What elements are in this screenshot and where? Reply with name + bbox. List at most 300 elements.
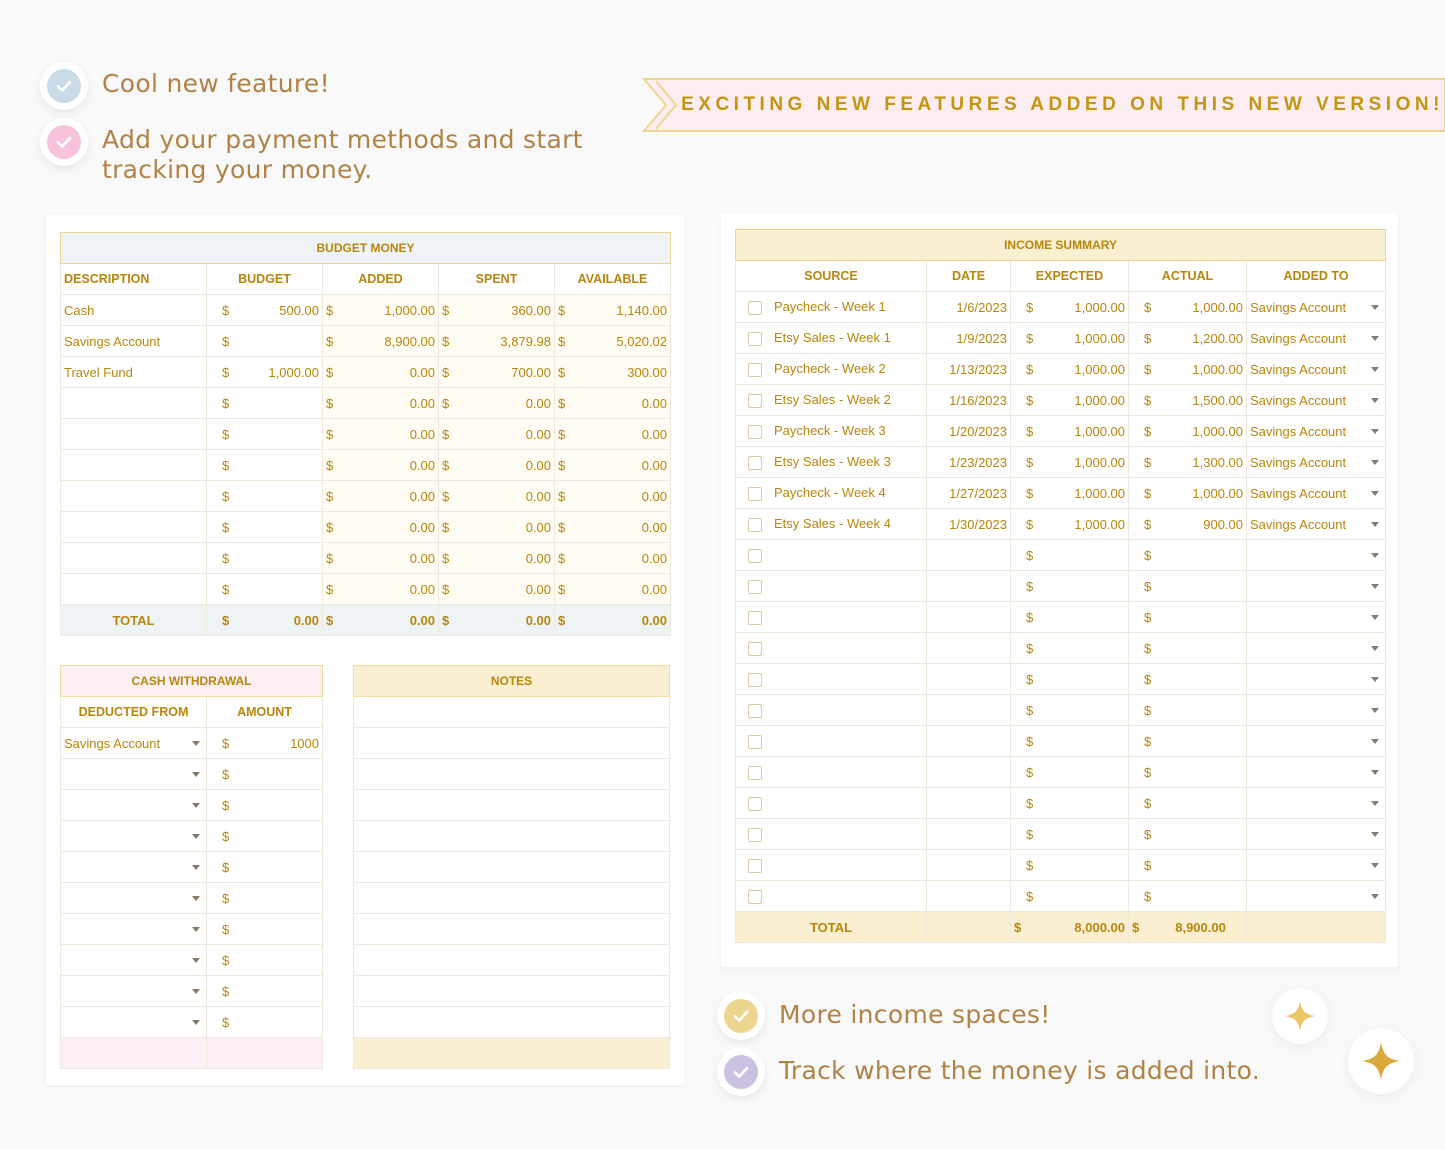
- actual-cell[interactable]: [1129, 633, 1247, 664]
- currency-symbol: $: [326, 550, 334, 566]
- chevron-down-icon[interactable]: [1371, 398, 1379, 403]
- description-cell[interactable]: Cash: [61, 295, 207, 326]
- currency-symbol: $: [1026, 392, 1034, 408]
- actual-cell[interactable]: [1129, 788, 1247, 819]
- added-to-dropdown[interactable]: [1247, 695, 1386, 726]
- source-cell[interactable]: [736, 726, 927, 757]
- checkbox[interactable]: [748, 301, 762, 315]
- chevron-down-icon[interactable]: [1371, 367, 1379, 372]
- chevron-down-icon[interactable]: [192, 989, 200, 994]
- available-cell[interactable]: [555, 326, 671, 357]
- note-line[interactable]: [354, 852, 670, 883]
- income-total-date: [927, 912, 1011, 943]
- currency-symbol: $: [222, 581, 230, 597]
- source-cell[interactable]: [736, 354, 927, 385]
- currency-symbol: $: [222, 457, 230, 473]
- source-cell[interactable]: [736, 540, 927, 571]
- spent-cell[interactable]: [439, 295, 555, 326]
- added-to-dropdown[interactable]: [1247, 478, 1386, 509]
- actual-cell[interactable]: [1129, 540, 1247, 571]
- added-cell[interactable]: [323, 419, 439, 450]
- currency-symbol: $: [442, 457, 450, 473]
- chevron-down-icon[interactable]: [192, 865, 200, 870]
- currency-symbol: $: [1144, 857, 1152, 873]
- added-cell[interactable]: [323, 295, 439, 326]
- chevron-down-icon[interactable]: [192, 741, 200, 746]
- available-cell[interactable]: [555, 295, 671, 326]
- currency-symbol: $: [326, 519, 334, 535]
- chevron-down-icon[interactable]: [1371, 522, 1379, 527]
- amount-cell[interactable]: [207, 976, 323, 1007]
- available-cell[interactable]: [555, 388, 671, 419]
- budget-cell[interactable]: [207, 543, 323, 574]
- amount-cell[interactable]: [207, 728, 323, 759]
- table-row: [61, 419, 671, 450]
- date-cell[interactable]: 1/27/2023: [927, 478, 1011, 509]
- deducted-from-dropdown[interactable]: [61, 852, 207, 883]
- amount-cell[interactable]: [207, 883, 323, 914]
- checkbox[interactable]: [748, 456, 762, 470]
- chevron-down-icon[interactable]: [1371, 336, 1379, 341]
- checkbox[interactable]: [748, 332, 762, 346]
- spent-cell[interactable]: [439, 357, 555, 388]
- added-value: 0.00: [409, 550, 435, 566]
- feature-cool-new: [40, 62, 330, 110]
- source-cell[interactable]: [736, 788, 927, 819]
- spent-value: 0.00: [525, 550, 551, 566]
- chevron-down-icon[interactable]: [1371, 863, 1379, 868]
- currency-symbol: $: [1144, 516, 1152, 532]
- expected-cell[interactable]: [1011, 819, 1129, 850]
- amount-cell[interactable]: [207, 914, 323, 945]
- available-value: 0.00: [641, 550, 668, 566]
- added-cell[interactable]: [323, 574, 439, 605]
- table-row: [736, 540, 1386, 571]
- date-cell[interactable]: 1/30/2023: [927, 509, 1011, 540]
- note-line[interactable]: [354, 1007, 670, 1038]
- expected-cell[interactable]: [1011, 540, 1129, 571]
- spent-cell[interactable]: [439, 543, 555, 574]
- budget-cell[interactable]: [207, 574, 323, 605]
- chevron-down-icon[interactable]: [1371, 553, 1379, 558]
- budget-cell[interactable]: [207, 295, 323, 326]
- date-cell[interactable]: 1/20/2023: [927, 416, 1011, 447]
- chevron-down-icon[interactable]: [192, 803, 200, 808]
- available-cell[interactable]: [555, 419, 671, 450]
- cash-footer-cell: [61, 1038, 207, 1069]
- expected-cell[interactable]: [1011, 633, 1129, 664]
- table-row: [736, 819, 1386, 850]
- deducted-from-dropdown[interactable]: [61, 1007, 207, 1038]
- check-icon-badge: [40, 118, 88, 166]
- description-cell[interactable]: [61, 419, 207, 450]
- sparkle-icon: [1272, 988, 1328, 1044]
- expected-cell[interactable]: [1011, 447, 1129, 478]
- chevron-down-icon[interactable]: [1371, 801, 1379, 806]
- source-cell[interactable]: [736, 571, 927, 602]
- added-to-dropdown[interactable]: [1247, 633, 1386, 664]
- new-features-banner: [640, 77, 1445, 133]
- checkbox[interactable]: [748, 363, 762, 377]
- amount-cell[interactable]: [207, 945, 323, 976]
- deducted-from-value: Savings Account: [64, 735, 161, 751]
- date-cell[interactable]: [927, 850, 1011, 881]
- checkbox[interactable]: [748, 518, 762, 532]
- currency-symbol: $: [222, 395, 230, 411]
- date-cell[interactable]: [927, 788, 1011, 819]
- added-to-dropdown[interactable]: [1247, 416, 1386, 447]
- spent-cell[interactable]: [439, 481, 555, 512]
- checkbox[interactable]: [748, 580, 762, 594]
- expected-cell[interactable]: [1011, 478, 1129, 509]
- available-value: 300.00: [627, 364, 668, 380]
- added-cell[interactable]: [323, 450, 439, 481]
- col-description: DESCRIPTION: [61, 264, 207, 295]
- description-cell[interactable]: [61, 512, 207, 543]
- actual-cell[interactable]: [1129, 385, 1247, 416]
- source-cell[interactable]: [736, 509, 927, 540]
- chevron-down-icon[interactable]: [1371, 832, 1379, 837]
- deducted-from-dropdown[interactable]: [61, 790, 207, 821]
- added-to-dropdown[interactable]: [1247, 850, 1386, 881]
- date-cell[interactable]: 1/6/2023: [927, 292, 1011, 323]
- description-cell[interactable]: [61, 574, 207, 605]
- actual-cell[interactable]: [1129, 664, 1247, 695]
- currency-symbol: $: [1026, 640, 1034, 656]
- note-line[interactable]: [354, 697, 670, 728]
- source-cell[interactable]: [736, 757, 927, 788]
- currency-symbol: $: [1026, 578, 1034, 594]
- chevron-down-icon[interactable]: [192, 927, 200, 932]
- description-cell[interactable]: Savings Account: [61, 326, 207, 357]
- added-to-dropdown[interactable]: [1247, 571, 1386, 602]
- table-row: [61, 512, 671, 543]
- actual-cell[interactable]: [1129, 509, 1247, 540]
- checkbox[interactable]: [748, 828, 762, 842]
- spent-value: 0.00: [525, 488, 551, 504]
- budget-cell[interactable]: [207, 512, 323, 543]
- expected-cell[interactable]: [1011, 323, 1129, 354]
- added-to-dropdown[interactable]: [1247, 540, 1386, 571]
- currency-symbol: $: [1026, 299, 1034, 315]
- chevron-down-icon[interactable]: [1371, 739, 1379, 744]
- actual-cell[interactable]: [1129, 695, 1247, 726]
- date-cell[interactable]: [927, 695, 1011, 726]
- note-line[interactable]: [354, 976, 670, 1007]
- currency-symbol: $: [1144, 578, 1152, 594]
- checkbox[interactable]: [748, 642, 762, 656]
- added-cell[interactable]: [323, 388, 439, 419]
- description-cell[interactable]: [61, 481, 207, 512]
- expected-cell[interactable]: [1011, 881, 1129, 912]
- checkbox[interactable]: [748, 766, 762, 780]
- table-row: [736, 633, 1386, 664]
- table-row: [61, 574, 671, 605]
- checkbox[interactable]: [748, 394, 762, 408]
- currency-symbol: $: [1144, 702, 1152, 718]
- amount-cell[interactable]: [207, 790, 323, 821]
- expected-cell[interactable]: [1011, 850, 1129, 881]
- date-cell[interactable]: [927, 602, 1011, 633]
- chevron-down-icon[interactable]: [1371, 491, 1379, 496]
- added-to-dropdown[interactable]: [1247, 664, 1386, 695]
- spent-value: 0.00: [525, 581, 551, 597]
- deducted-from-dropdown[interactable]: [61, 945, 207, 976]
- chevron-down-icon[interactable]: [1371, 305, 1379, 310]
- table-row: [354, 852, 670, 883]
- actual-value: 1,000.00: [1192, 299, 1243, 315]
- chevron-down-icon[interactable]: [1371, 646, 1379, 651]
- note-line[interactable]: [354, 821, 670, 852]
- spent-cell[interactable]: [439, 419, 555, 450]
- added-to-dropdown[interactable]: [1247, 881, 1386, 912]
- budget-cell[interactable]: [207, 326, 323, 357]
- checkbox[interactable]: [748, 704, 762, 718]
- currency-symbol: $: [442, 581, 450, 597]
- currency-symbol: $: [1026, 609, 1034, 625]
- chevron-down-icon[interactable]: [192, 834, 200, 839]
- added-to-dropdown[interactable]: [1247, 354, 1386, 385]
- note-line[interactable]: [354, 945, 670, 976]
- currency-symbol: $: [1144, 764, 1152, 780]
- spent-value: 700.00: [511, 364, 551, 380]
- table-row: [61, 357, 671, 388]
- table-row: [61, 728, 323, 759]
- source-cell[interactable]: [736, 695, 927, 726]
- added-to-dropdown[interactable]: [1247, 323, 1386, 354]
- spent-cell[interactable]: [439, 388, 555, 419]
- added-cell[interactable]: [323, 326, 439, 357]
- deducted-from-dropdown[interactable]: [61, 883, 207, 914]
- available-cell[interactable]: [555, 450, 671, 481]
- actual-cell[interactable]: [1129, 447, 1247, 478]
- added-to-dropdown[interactable]: [1247, 509, 1386, 540]
- actual-cell[interactable]: [1129, 478, 1247, 509]
- deducted-from-dropdown[interactable]: [61, 821, 207, 852]
- date-cell[interactable]: [927, 664, 1011, 695]
- budget-cell[interactable]: [207, 481, 323, 512]
- table-row: [354, 883, 670, 914]
- source-cell[interactable]: [736, 664, 927, 695]
- added-to-dropdown[interactable]: [1247, 757, 1386, 788]
- available-cell[interactable]: [555, 481, 671, 512]
- added-cell[interactable]: [323, 481, 439, 512]
- chevron-down-icon[interactable]: [1371, 894, 1379, 899]
- source-cell[interactable]: [736, 447, 927, 478]
- col-budget: BUDGET: [207, 264, 323, 295]
- added-to-dropdown[interactable]: [1247, 447, 1386, 478]
- amount-cell[interactable]: [207, 852, 323, 883]
- added-to-dropdown[interactable]: [1247, 602, 1386, 633]
- date-cell[interactable]: [927, 819, 1011, 850]
- chevron-down-icon[interactable]: [192, 1020, 200, 1025]
- source-cell[interactable]: [736, 850, 927, 881]
- budget-cell[interactable]: [207, 450, 323, 481]
- chevron-down-icon[interactable]: [1371, 770, 1379, 775]
- checkbox[interactable]: [748, 549, 762, 563]
- checkbox[interactable]: [748, 487, 762, 501]
- expected-cell[interactable]: [1011, 509, 1129, 540]
- actual-cell[interactable]: [1129, 819, 1247, 850]
- available-cell[interactable]: [555, 357, 671, 388]
- expected-cell[interactable]: [1011, 695, 1129, 726]
- expected-cell[interactable]: [1011, 602, 1129, 633]
- checkbox[interactable]: [748, 890, 762, 904]
- source-cell[interactable]: [736, 602, 927, 633]
- description-cell[interactable]: [61, 450, 207, 481]
- table-row: [354, 759, 670, 790]
- actual-cell[interactable]: [1129, 757, 1247, 788]
- actual-cell[interactable]: [1129, 354, 1247, 385]
- description-cell[interactable]: [61, 543, 207, 574]
- chevron-down-icon[interactable]: [1371, 708, 1379, 713]
- budget-cell[interactable]: [207, 388, 323, 419]
- source-cell[interactable]: [736, 478, 927, 509]
- source-cell[interactable]: [736, 292, 927, 323]
- note-line[interactable]: [354, 883, 670, 914]
- table-row: [61, 945, 323, 976]
- description-cell[interactable]: Travel Fund: [61, 357, 207, 388]
- date-cell[interactable]: 1/9/2023: [927, 323, 1011, 354]
- spent-cell[interactable]: [439, 326, 555, 357]
- checkbox[interactable]: [748, 673, 762, 687]
- deducted-from-dropdown[interactable]: [61, 976, 207, 1007]
- added-to-dropdown[interactable]: [1247, 292, 1386, 323]
- date-cell[interactable]: [927, 726, 1011, 757]
- actual-value: 1,300.00: [1192, 454, 1243, 470]
- added-to-dropdown[interactable]: [1247, 385, 1386, 416]
- actual-cell[interactable]: [1129, 881, 1247, 912]
- chevron-down-icon[interactable]: [1371, 584, 1379, 589]
- check-icon: [47, 125, 81, 159]
- source-cell[interactable]: [736, 416, 927, 447]
- deducted-from-dropdown[interactable]: [61, 728, 207, 759]
- amount-cell[interactable]: [207, 821, 323, 852]
- source-cell[interactable]: [736, 323, 927, 354]
- added-to-dropdown[interactable]: [1247, 819, 1386, 850]
- amount-cell[interactable]: [207, 1007, 323, 1038]
- currency-symbol: $: [326, 364, 334, 380]
- currency-symbol: $: [1144, 547, 1152, 563]
- expected-value: 1,000.00: [1074, 361, 1125, 377]
- checkbox[interactable]: [748, 611, 762, 625]
- currency-symbol: $: [1026, 826, 1034, 842]
- spent-cell[interactable]: [439, 450, 555, 481]
- budget-cell[interactable]: [207, 357, 323, 388]
- budget-cell[interactable]: [207, 419, 323, 450]
- sparkle-icon: [1348, 1028, 1414, 1094]
- source-cell[interactable]: [736, 633, 927, 664]
- expected-cell[interactable]: [1011, 385, 1129, 416]
- added-cell[interactable]: [323, 512, 439, 543]
- date-cell[interactable]: [927, 881, 1011, 912]
- checkbox[interactable]: [748, 735, 762, 749]
- currency-symbol: $: [222, 426, 230, 442]
- expected-cell[interactable]: [1011, 354, 1129, 385]
- actual-cell[interactable]: [1129, 726, 1247, 757]
- expected-cell[interactable]: [1011, 664, 1129, 695]
- spent-cell[interactable]: [439, 574, 555, 605]
- date-cell[interactable]: [927, 633, 1011, 664]
- chevron-down-icon[interactable]: [1371, 429, 1379, 434]
- deducted-from-dropdown[interactable]: [61, 759, 207, 790]
- spent-cell[interactable]: [439, 512, 555, 543]
- checkbox[interactable]: [748, 859, 762, 873]
- chevron-down-icon[interactable]: [1371, 615, 1379, 620]
- actual-cell[interactable]: [1129, 292, 1247, 323]
- expected-cell[interactable]: [1011, 788, 1129, 819]
- available-value: 0.00: [641, 581, 668, 597]
- date-cell[interactable]: 1/16/2023: [927, 385, 1011, 416]
- actual-cell[interactable]: [1129, 323, 1247, 354]
- description-cell[interactable]: [61, 388, 207, 419]
- added-value: 0.00: [409, 519, 435, 535]
- expected-cell[interactable]: [1011, 726, 1129, 757]
- expected-cell[interactable]: [1011, 757, 1129, 788]
- date-cell[interactable]: [927, 757, 1011, 788]
- amount-cell[interactable]: [207, 759, 323, 790]
- table-row: [61, 326, 671, 357]
- available-cell[interactable]: [555, 512, 671, 543]
- expected-value: 1,000.00: [1074, 423, 1125, 439]
- note-line[interactable]: [354, 790, 670, 821]
- currency-symbol: $: [326, 426, 334, 442]
- budget-total-label: TOTAL: [61, 605, 207, 636]
- actual-cell[interactable]: [1129, 416, 1247, 447]
- actual-cell[interactable]: [1129, 571, 1247, 602]
- date-cell[interactable]: 1/23/2023: [927, 447, 1011, 478]
- checkbox[interactable]: [748, 797, 762, 811]
- chevron-down-icon[interactable]: [1371, 460, 1379, 465]
- actual-cell[interactable]: [1129, 850, 1247, 881]
- deducted-from-dropdown[interactable]: [61, 914, 207, 945]
- note-line[interactable]: [354, 914, 670, 945]
- expected-cell[interactable]: [1011, 571, 1129, 602]
- added-to-value: Savings Account: [1250, 392, 1347, 408]
- available-cell[interactable]: [555, 574, 671, 605]
- date-cell[interactable]: [927, 540, 1011, 571]
- note-line[interactable]: [354, 728, 670, 759]
- chevron-down-icon[interactable]: [1371, 677, 1379, 682]
- feature-text: Cool new feature!: [102, 69, 330, 98]
- available-cell[interactable]: [555, 543, 671, 574]
- currency-symbol: $: [442, 519, 450, 535]
- checkbox[interactable]: [748, 425, 762, 439]
- note-line[interactable]: [354, 759, 670, 790]
- chevron-down-icon[interactable]: [192, 896, 200, 901]
- source-value: Paycheck - Week 4: [774, 485, 886, 501]
- added-cell[interactable]: [323, 357, 439, 388]
- currency-symbol: $: [1132, 919, 1140, 935]
- source-cell[interactable]: [736, 819, 927, 850]
- chevron-down-icon[interactable]: [192, 958, 200, 963]
- source-cell[interactable]: [736, 881, 927, 912]
- check-icon: [47, 69, 81, 103]
- table-row: [736, 695, 1386, 726]
- added-to-dropdown[interactable]: [1247, 788, 1386, 819]
- source-cell[interactable]: [736, 385, 927, 416]
- date-cell[interactable]: [927, 571, 1011, 602]
- currency-symbol: $: [1026, 857, 1034, 873]
- budget-money-title: BUDGET MONEY: [61, 233, 671, 264]
- added-to-dropdown[interactable]: [1247, 726, 1386, 757]
- actual-cell[interactable]: [1129, 602, 1247, 633]
- chevron-down-icon[interactable]: [192, 772, 200, 777]
- added-cell[interactable]: [323, 543, 439, 574]
- date-cell[interactable]: 1/13/2023: [927, 354, 1011, 385]
- expected-cell[interactable]: [1011, 292, 1129, 323]
- expected-cell[interactable]: [1011, 416, 1129, 447]
